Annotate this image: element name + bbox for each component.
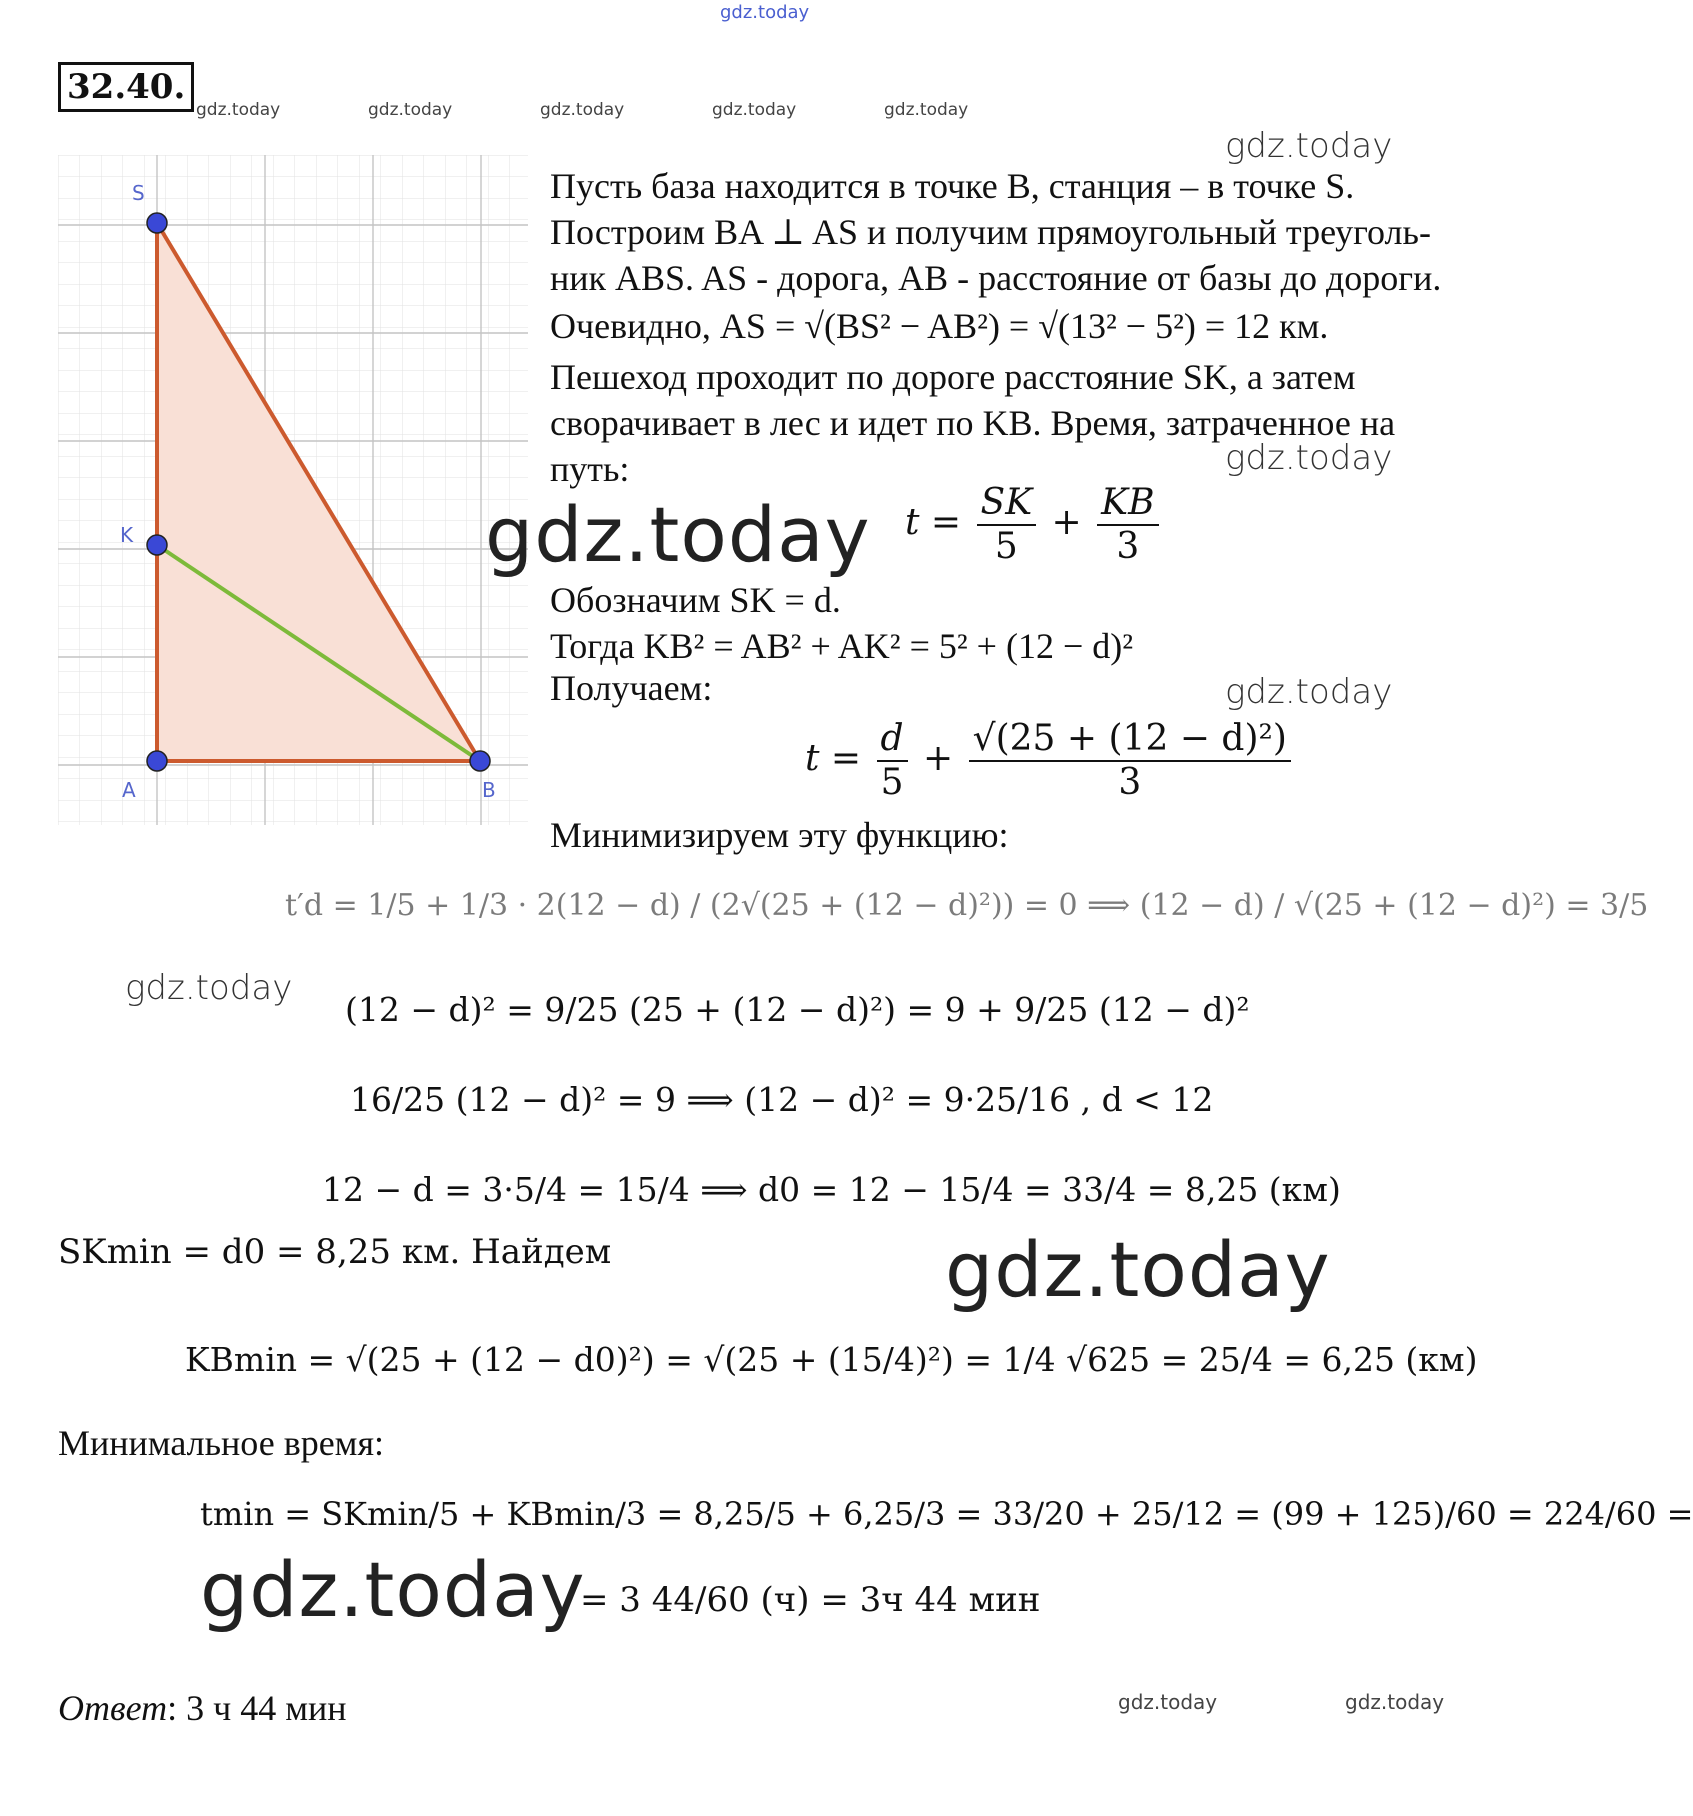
watermark-large: gdz.today [945, 1225, 1331, 1314]
den: 3 [1097, 524, 1158, 568]
paragraph-line: ник ABS. AS - дорога, AB - расстояние от базы до дороги. [550, 258, 1442, 298]
point-k [147, 535, 167, 555]
tmin-line: tmin = SKmin/5 + KBmin/3 = 8,25/5 + 6,25/3 = 33/20 + 25/12 = (99 + 125)/60 = 224/60 = [200, 1495, 1693, 1533]
header-watermark: gdz.today [720, 2, 810, 23]
frac-d5 [877, 718, 908, 804]
point-a [147, 751, 167, 771]
tmin2-line: = 3 44/60 (ч) = 3ч 44 мин [580, 1580, 1041, 1620]
paragraph-line: Пусть база находится в точке В, станция – в точке S. [550, 166, 1355, 206]
den: 3 [969, 760, 1291, 804]
paragraph-line: сворачивает в лес и идет по KB. Время, затраченное на [550, 403, 1396, 443]
t-lhs: t = [805, 738, 862, 779]
label-k: K [120, 523, 134, 547]
formula-t-func [805, 718, 1295, 804]
watermark-small: gdz.today [712, 100, 797, 120]
then-line: Тогда KB² = AB² + AK² = 5² + (12 − d)² [550, 626, 1134, 666]
paragraph-line: Построим BA ⊥ AS и получим прямоугольный треуголь- [550, 212, 1431, 252]
answer-label: Ответ [58, 1688, 168, 1728]
label-b: B [482, 778, 496, 802]
min-time-label: Минимальное время: [58, 1423, 385, 1463]
answer-value: : 3 ч 44 мин [167, 1688, 347, 1728]
watermark-large: gdz.today [485, 490, 871, 579]
paragraph-line: Очевидно, AS = √(BS² − AB²) = √(13² − 5²) = 12 км. [550, 306, 1329, 346]
answer [58, 1685, 347, 1731]
num: KB [1101, 482, 1155, 523]
triangle-figure [58, 155, 528, 825]
t-lhs: t = [905, 502, 962, 543]
frac-kb3 [1097, 482, 1158, 568]
plus: + [923, 738, 954, 779]
frac-sqrt3 [969, 718, 1291, 804]
eq3-line: 12 − d = 3·5/4 = 15/4 ⟹ d0 = 12 − 15/4 = 33/4 = 8,25 (км) [322, 1170, 1341, 1209]
watermark-small: gdz.today [368, 100, 453, 120]
get-line: Получаем: [550, 668, 713, 708]
watermark-small: gdz.today [196, 100, 281, 120]
label-a: A [122, 778, 136, 802]
point-s [147, 213, 167, 233]
watermark-small: gdz.today [540, 100, 625, 120]
num: √(25 + (12 − d)²) [972, 718, 1287, 759]
kbmin-line: KBmin = √(25 + (12 − d0)²) = √(25 + (15/4)²) = 1/4 √625 = 25/4 = 6,25 (км) [185, 1340, 1478, 1379]
watermark-small: gdz.today [884, 100, 969, 120]
formula-t-def [905, 482, 1163, 568]
skmin-line: SKmin = d0 = 8,25 км. Найдем [58, 1232, 612, 1272]
derivative-line: t′d = 1/5 + 1/3 · 2(12 − d) / (2√(25 + (12 − d)²)) = 0 ⟹ (12 − d) / √(25 + (12 − d)²) = 3/5 [285, 888, 1649, 923]
num: SK [980, 482, 1033, 523]
den: 5 [877, 760, 908, 804]
watermark-medium: gdz.today [1225, 672, 1393, 712]
watermark-medium: gdz.today [1225, 438, 1393, 478]
watermark-large: gdz.today [200, 1545, 586, 1634]
watermark-medium: gdz.today [1225, 126, 1393, 166]
paragraph-line: Пешеход проходит по дороге расстояние SK, а затем [550, 357, 1356, 397]
problem-number: 32.40. [58, 62, 194, 112]
plus: + [1051, 502, 1082, 543]
watermark-small: gdz.today [1345, 1690, 1445, 1714]
point-b [470, 751, 490, 771]
den: 5 [977, 524, 1037, 568]
num: d [880, 718, 904, 759]
paragraph-line: путь: [550, 449, 630, 489]
minimize-line: Минимизируем эту функцию: [550, 815, 1009, 855]
watermark-small: gdz.today [1118, 1690, 1218, 1714]
label-s: S [132, 181, 145, 205]
eq2-line: 16/25 (12 − d)² = 9 ⟹ (12 − d)² = 9·25/16 , d < 12 [350, 1080, 1214, 1119]
eq1-line: (12 − d)² = 9/25 (25 + (12 − d)²) = 9 + 9/25 (12 − d)² [345, 990, 1250, 1029]
frac-sk5 [977, 482, 1037, 568]
watermark-medium: gdz.today [125, 968, 293, 1008]
denote-line: Обозначим SK = d. [550, 580, 841, 620]
